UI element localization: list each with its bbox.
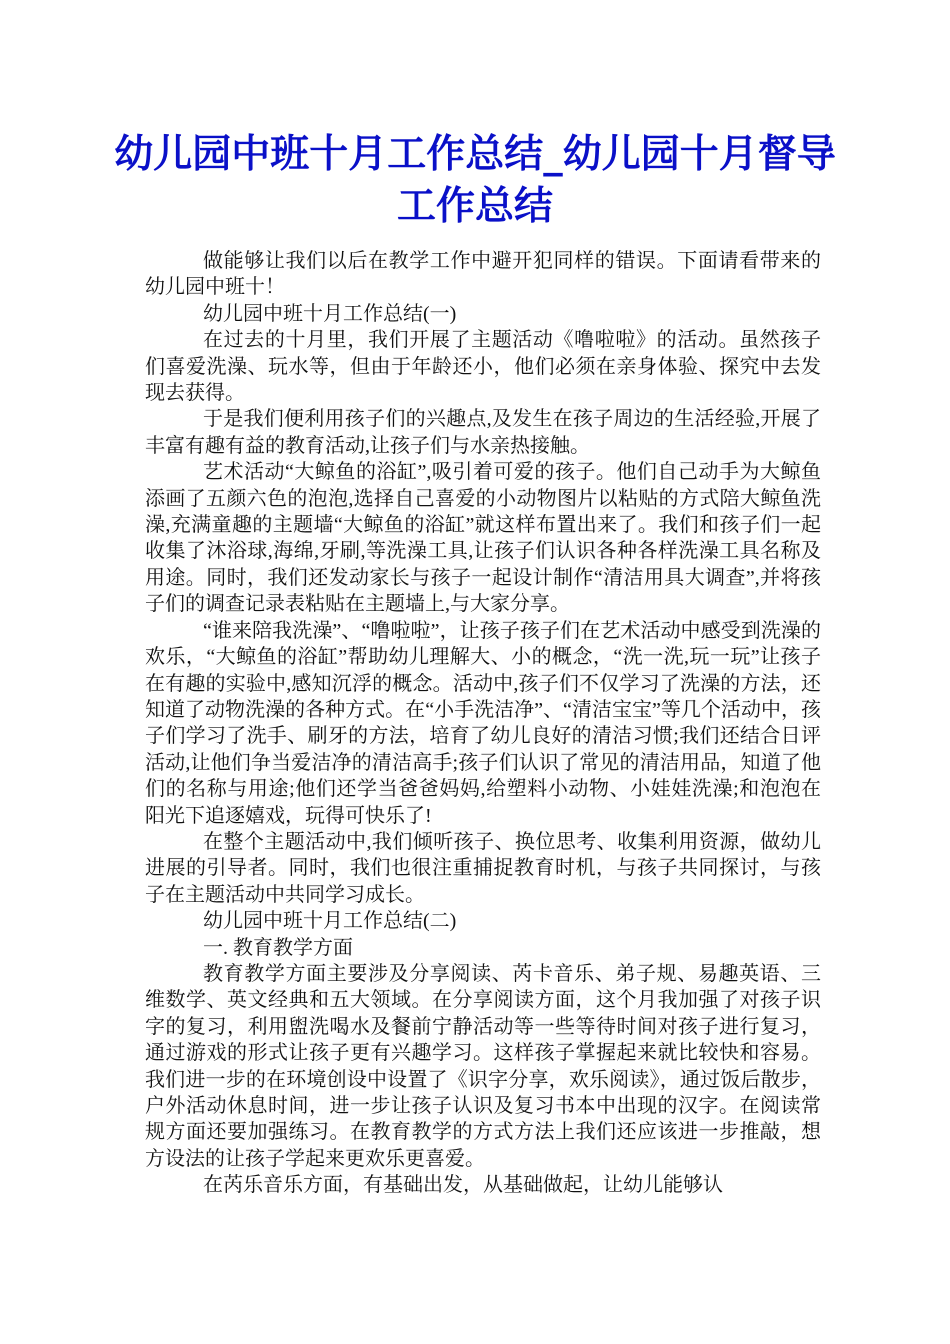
paragraph: 做能够让我们以后在教学工作中避开犯同样的错误。下面请看带来的幼儿园中班十！ xyxy=(145,250,821,299)
paragraph: 于是我们便利用孩子们的兴趣点,及发生在孩子周边的生活经验,开展了丰富有趣有益的教育活动,让孩子们与水亲热接触。 xyxy=(145,408,821,457)
subsection-heading: 一. 教育教学方面 xyxy=(203,936,353,959)
paragraph: 艺术活动“大鲸鱼的浴缸”,吸引着可爱的孩子。他们自己动手为大鲸鱼添画了五颜六色的泡泡,选择自己喜爱的小动物图片以粘贴的方式陪大鲸鱼洗澡,充满童趣的主题墙“大鲸鱼的浴缸”就这样布置出来了。我们和孩子们一起收集了沐浴球,海绵,牙刷,等洗澡工具,让孩子们认识各种各样洗澡工具名称及用途。同时，我们还发动家长与孩子一起设计制作“清洁用具大调查”,并将孩子们的调查记录表粘贴在主题墙上,与大家分享。 xyxy=(145,461,821,616)
paragraph: 在过去的十月里，我们开展了主题活动《噜啦啦》的活动。虽然孩子们喜爱洗澡、玩水等，但由于年龄还小，他们必须在亲身体验、探究中去发现去获得。 xyxy=(145,329,821,405)
document-body xyxy=(145,248,821,1199)
document-title: 幼儿园中班十月工作总结_幼儿园十月督导工作总结 xyxy=(114,131,836,229)
section-heading: 幼儿园中班十月工作总结(二) xyxy=(203,910,457,933)
paragraph: “谁来陪我洗澡”、“噜啦啦”，让孩子孩子们在艺术活动中感受到洗澡的欢乐，“大鲸鱼的浴缸”帮助幼儿理解大、小的概念，“洗一洗,玩一玩”让孩子在有趣的实验中,感知沉浮的概念。活动中,孩子们不仅学习了洗澡的方法，还知道了动物洗澡的各种方式。在“小手洗洁净”、“清洁宝宝”等几个活动中，孩子们学习了洗手、刷牙的方法，培育了幼儿良好的清洁习惯;我们还结合日评活动,让他们争当爱洁净的清洁高手;孩子们认识了常见的清洁用品，知道了他们的名称与用途;他们还学当爸爸妈妈,给塑料小动物、小娃娃洗澡;和泡泡在阳光下追逐嬉戏，玩得可快乐了! xyxy=(145,619,821,827)
section-heading: 幼儿园中班十月工作总结(一) xyxy=(203,302,457,325)
paragraph: 教育教学方面主要涉及分享阅读、芮卡音乐、弟子规、易趣英语、三维数学、英文经典和五大领域。在分享阅读方面，这个月我加强了对孩子识字的复习，利用盥洗喝水及餐前宁静活动等一些等待时间对孩子进行复习，通过游戏的形式让孩子更有兴趣学习。这样孩子掌握起来就比较快和容易。我们进一步的在环境创设中设置了《识字分享，欢乐阅读》，通过饭后散步，户外活动休息时间，进一步让孩子认识及复习书本中出现的汉字。在阅读常规方面还要加强练习。在教育教学的方式方法上我们还应该进一步推敲，想方设法的让孩子学起来更欢乐更喜爱。 xyxy=(145,962,821,1170)
paragraph: 在芮乐音乐方面，有基础出发，从基础做起，让幼儿能够认 xyxy=(203,1174,723,1197)
paragraph: 在整个主题活动中,我们倾听孩子、换位思考、收集利用资源，做幼儿进展的引导者。同时，我们也很注重捕捉教育时机，与孩子共同探讨，与孩子在主题活动中共同学习成长。 xyxy=(145,830,821,906)
